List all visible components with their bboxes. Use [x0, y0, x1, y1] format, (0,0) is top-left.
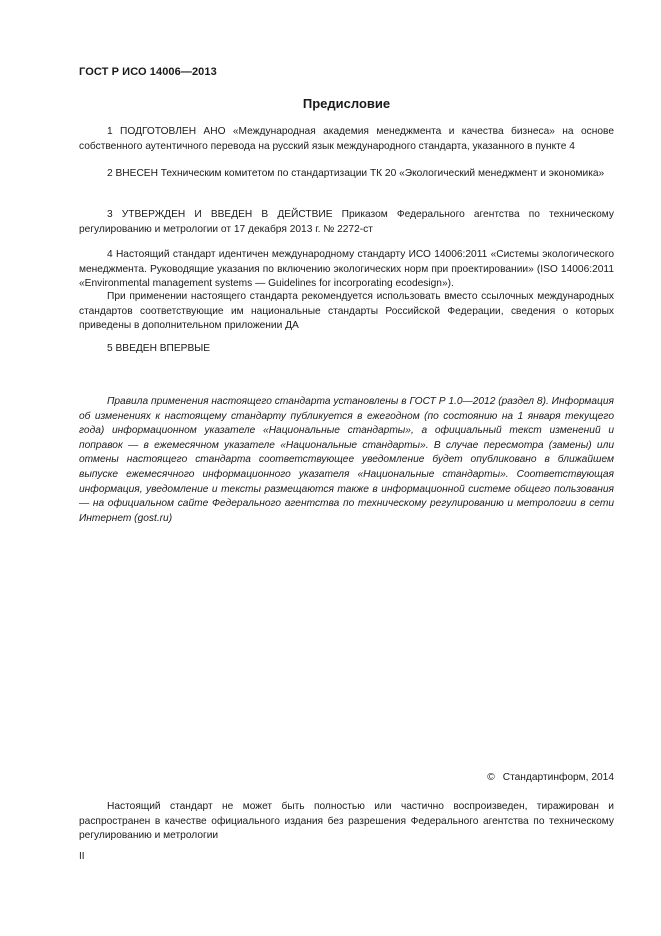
- foreword-item-1: 1 ПОДГОТОВЛЕН АНО «Международная академия менеджмента и качества бизнеса» на основе собственного аутентичного перевода на русский язык международного стандарта, указанного в пункте 4: [79, 126, 614, 152]
- foreword-item-4-note: При применении настоящего стандарта рекомендуется использовать вместо ссылочных международных стандартов соответствующие им национальные стандарты Российской Федерации, сведения о которых приведены в дополнительном приложении ДА: [79, 291, 614, 331]
- copyright-text: Стандартинформ, 2014: [502, 772, 614, 783]
- foreword-item-5: 5 ВВЕДЕН ВПЕРВЫЕ: [107, 343, 211, 354]
- standard-header: ГОСТ Р ИСО 14006—2013: [79, 66, 217, 78]
- foreword-item-3: 3 УТВЕРЖДЕН И ВВЕДЕН В ДЕЙСТВИЕ Приказом Федерального агентства по техническому регулированию и метрологии от 17 декабря 2013 г. № 2272-ст: [79, 209, 614, 235]
- page-number: II: [79, 851, 85, 862]
- foreword-item-4: 4 Настоящий стандарт идентичен международному стандарту ИСО 14006:2011 «Системы экологического менеджмента. Руководящие указания по включению экологических норм при проектировании» (ISO 14006:2011 «Environmental management systems — Guidelines for incorporating ecodesign»).: [79, 249, 614, 289]
- copyright-icon: ©: [487, 772, 495, 783]
- application-rules-notice: Правила применения настоящего стандарта установлены в ГОСТ Р 1.0—2012 (раздел 8). Информация об изменениях к настоящему стандарту публикуется в ежегодном (по состоянию на 1 января текущего года) информационном указателе «Национальные стандарты», а официальный текст изменений и поправок — в ежемесячном указателе «Национальные стандарты». В случае пересмотра (замены) или отмены настоящего стандарта соответствующее уведомление будет опубликовано в ближайшем выпуске ежемесячного информационного указателя «Национальные стандарты». Соответствующая информация, уведомление и тексты размещаются также в информационной системе общего пользования — на официальном сайте Федерального агентства по техническому регулированию и метрологии в сети Интернет (gost.ru): [79, 396, 614, 524]
- copyright-line: [487, 772, 614, 783]
- page-title: Предисловие: [302, 96, 391, 111]
- reproduction-notice: Настоящий стандарт не может быть полностью или частично воспроизведен, тиражирован и распространен в качестве официального издания без разрешения Федерального агентства по техническому регулированию и метрологии: [79, 801, 614, 841]
- foreword-item-2: 2 ВНЕСЕН Техническим комитетом по стандартизации ТК 20 «Экологический менеджмент и экономика»: [107, 168, 605, 179]
